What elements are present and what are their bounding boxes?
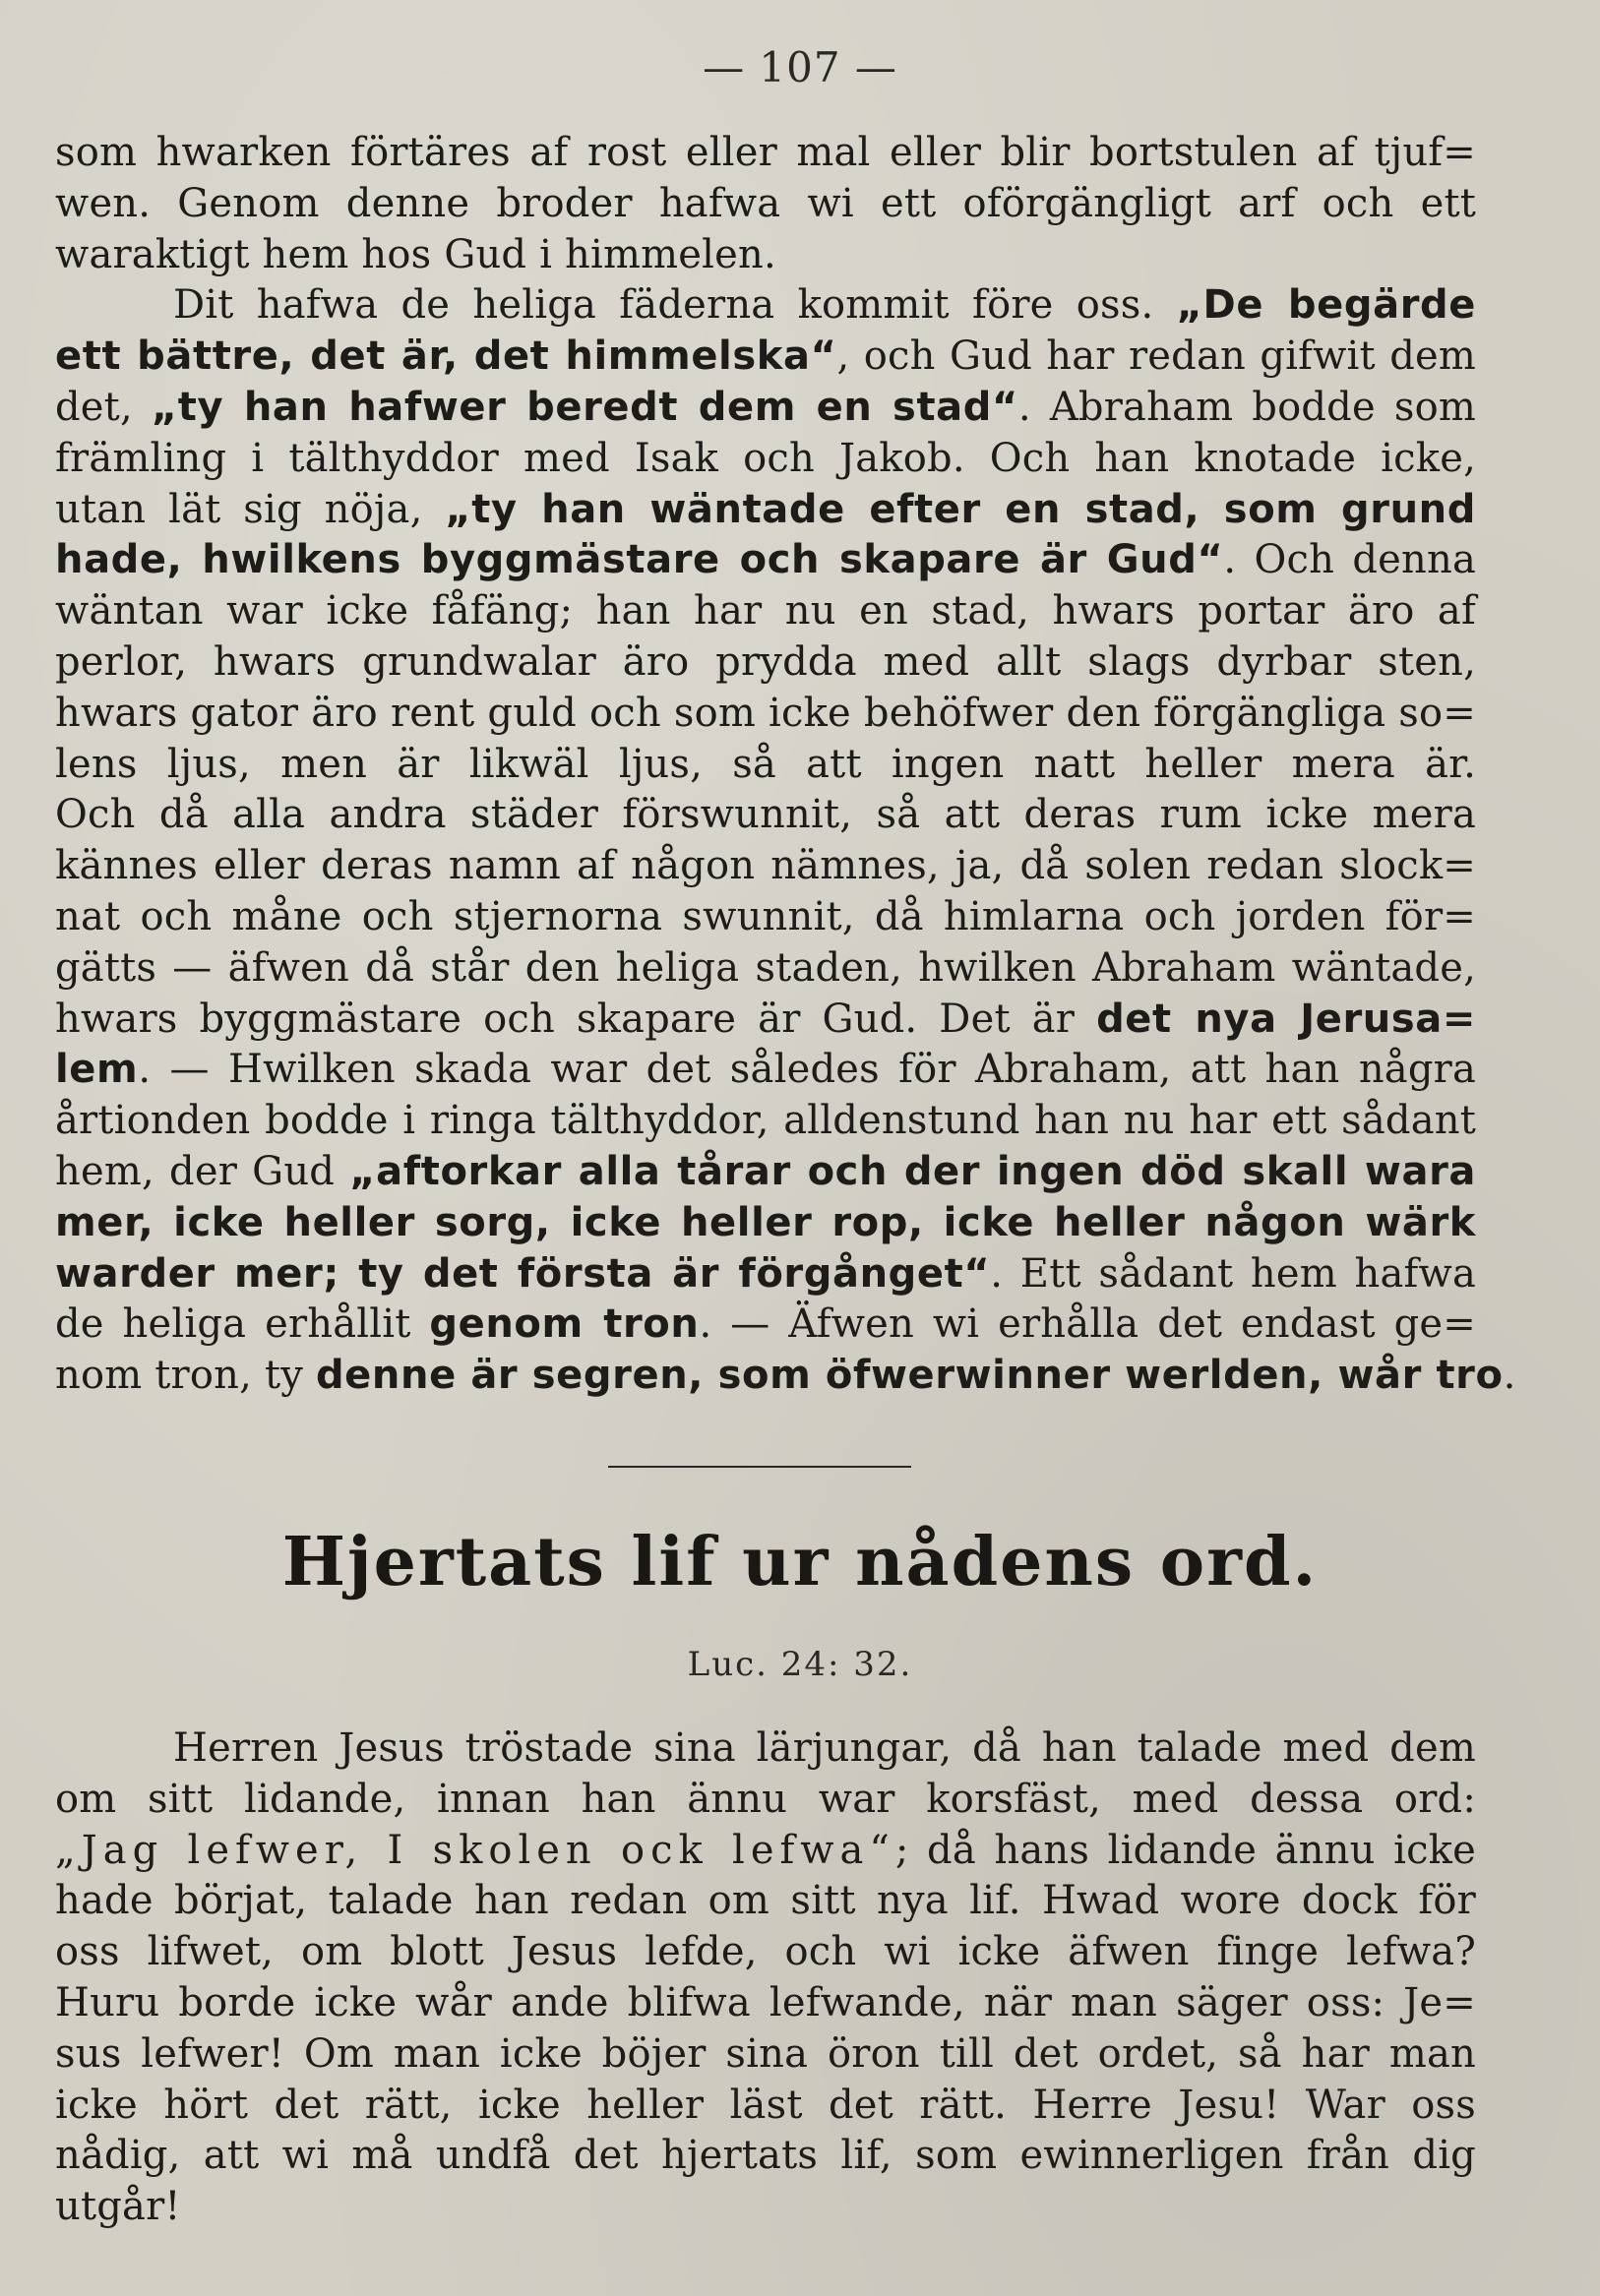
- emphasized-text: lem: [55, 1047, 139, 1093]
- text-segment: om sitt lidande, innan han ännu war korsfäst, med dessa ord:: [55, 1776, 1476, 1822]
- text-line: [55, 1723, 1476, 1775]
- emphasized-text: denne är segren, som öfwerwinner werlden, wår tro: [315, 1353, 1504, 1399]
- text-segment: nådig, att wi må undfå det hjertats lif, som ewinnerligen från dig: [55, 2133, 1476, 2179]
- emphasized-text: „De begärde: [1176, 282, 1476, 329]
- text-segment: . — Hwilken skada war det således för Abraham, att han några: [138, 1047, 1476, 1093]
- text-segment: . Ett sådant hem hafwa: [990, 1250, 1476, 1297]
- text-line: [55, 485, 1476, 536]
- text-line: [55, 1927, 1476, 1978]
- text-line: [55, 2029, 1476, 2081]
- text-segment: det,: [55, 384, 152, 430]
- section-2-body: [55, 1723, 1476, 2233]
- text-line: [55, 2081, 1476, 2132]
- section-1-body: [55, 128, 1516, 1402]
- text-segment: de heliga erhållit: [55, 1301, 430, 1348]
- text-segment: sus lefwer! Om man icke böjer sina öron till det ordet, så har man: [55, 2030, 1476, 2077]
- text-segment: Herren Jesus tröstade sina lärjungar, då han talade med dem: [173, 1725, 1476, 1771]
- emphasized-text: „aftorkar alla tårar och der ingen död skall wara: [349, 1148, 1476, 1194]
- text-segment: . Abraham bodde som: [1017, 384, 1477, 430]
- text-line: [55, 1351, 1516, 1402]
- text-segment: lens ljus, men är likwäl ljus, så att ingen natt heller mera är.: [55, 741, 1476, 787]
- text-segment: hwars byggmästare och skapare är Gud. Det är: [55, 996, 1097, 1042]
- emphasized-text: hade, hwilkens byggmästare och skapare är Gud“: [55, 537, 1224, 583]
- text-line: [55, 1775, 1476, 1826]
- text-line: [55, 740, 1476, 791]
- text-segment: kännes eller deras namn af någon nämnes, ja, då solen redan slock=: [55, 843, 1476, 889]
- emphasized-text: ett bättre, det är, det himmelska“: [55, 333, 837, 380]
- text-segment: hade börjat, talade han redan om sitt nya lif. Hwad wore dock för: [55, 1878, 1476, 1924]
- text-line: [55, 1299, 1476, 1351]
- text-segment: främling i tälthyddor med Isak och Jakob. Och han knotade icke,: [55, 435, 1476, 481]
- emphasized-text: „ty han hafwer beredt dem en stad“: [151, 384, 1018, 430]
- text-line: [55, 1876, 1476, 1927]
- text-line: [55, 1198, 1476, 1249]
- emphasized-text: warder mer; ty det första är förgånget“: [55, 1250, 991, 1297]
- emphasized-text: „ty han wäntade efter en stad, som grund: [445, 486, 1476, 532]
- text-line: [55, 1249, 1476, 1300]
- text-line: [55, 535, 1476, 586]
- text-segment: utgår!: [55, 2184, 181, 2230]
- text-segment: perlor, hwars grundwalar äro prydda med allt slags dyrbar sten,: [55, 638, 1476, 685]
- emphasized-text: mer, icke heller sorg, icke heller rop, icke heller någon wärk: [55, 1199, 1476, 1245]
- text-line: [55, 1978, 1476, 2029]
- text-segment: Huru borde icke wår ande blifwa lefwande, när man säger oss: Je=: [55, 1979, 1476, 2025]
- text-segment: icke hört det rätt, icke heller läst det rätt. Herre Jesu! War oss: [55, 2082, 1476, 2128]
- text-segment: .: [1503, 1353, 1516, 1399]
- text-segment: utan lät sig nöja,: [55, 486, 446, 532]
- text-segment: årtionden bodde i ringa tälthyddor, alldenstund han nu har ett sådant: [55, 1098, 1476, 1144]
- text-segment: wen. Genom denne broder hafwa wi ett oförgängligt arf och ett: [55, 180, 1476, 226]
- text-segment: Och då alla andra städer förswunnit, så att deras rum icke mera: [55, 792, 1476, 838]
- text-segment: waraktigt hem hos Gud i himmelen.: [55, 231, 776, 277]
- text-line: [55, 434, 1476, 485]
- text-line: [55, 637, 1476, 689]
- emphasized-text: genom tron: [429, 1301, 700, 1348]
- text-line: [55, 1096, 1476, 1147]
- text-line: [55, 230, 1476, 281]
- text-segment: . Och denna: [1223, 537, 1476, 583]
- text-line: [55, 2131, 1476, 2182]
- text-segment: nom tron, ty: [55, 1353, 316, 1399]
- text-line: [55, 2182, 1476, 2233]
- text-line: [55, 1045, 1476, 1096]
- emphasized-text: det nya Jerusa=: [1096, 996, 1476, 1042]
- section-divider: [608, 1466, 911, 1468]
- text-line: [55, 790, 1476, 841]
- text-segment: . — Äfwen wi erhålla det endast ge=: [699, 1301, 1476, 1348]
- text-segment: som hwarken förtäres af rost eller mal eller blir bortstulen af tjuf=: [55, 130, 1476, 175]
- text-line: [55, 128, 1476, 179]
- spaced-text: „Jag lefwer, I skolen ock lefwa“: [55, 1827, 895, 1873]
- text-segment: , och Gud har redan gifwit dem: [836, 333, 1477, 380]
- text-segment: hwars gator äro rent guld och som icke behöfwer den förgängliga so=: [55, 690, 1476, 736]
- text-line: [55, 586, 1476, 637]
- text-line: [55, 280, 1476, 332]
- text-segment: hem, der Gud: [55, 1148, 350, 1194]
- text-segment: ; då hans lidande ännu icke: [894, 1827, 1476, 1873]
- text-line: [55, 1826, 1476, 1877]
- text-line: [55, 179, 1476, 230]
- text-segment: wäntan war icke fåfäng; han har nu en stad, hwars portar äro af: [55, 588, 1476, 634]
- text-segment: gätts — äfwen då står den heliga staden, hwilken Abraham wäntade,: [55, 944, 1476, 991]
- text-line: [55, 332, 1476, 383]
- text-line: [55, 383, 1476, 434]
- text-segment: Dit hafwa de heliga fäderna kommit före oss.: [173, 282, 1177, 329]
- text-line: [55, 943, 1476, 995]
- section-heading: Hjertats lif ur nådens ord.: [281, 1523, 1319, 1601]
- text-segment: oss lifwet, om blott Jesus lefde, och wi icke äfwen finge lefwa?: [55, 1929, 1476, 1975]
- scripture-reference: Luc. 24: 32.: [687, 1645, 913, 1684]
- text-segment: nat och måne och stjernorna swunnit, då himlarna och jorden för=: [55, 893, 1476, 939]
- text-line: [55, 995, 1476, 1046]
- text-line: [55, 689, 1476, 740]
- page-number: — 107 —: [703, 43, 897, 91]
- text-line: [55, 1147, 1476, 1198]
- text-line: [55, 892, 1476, 943]
- text-line: [55, 841, 1476, 892]
